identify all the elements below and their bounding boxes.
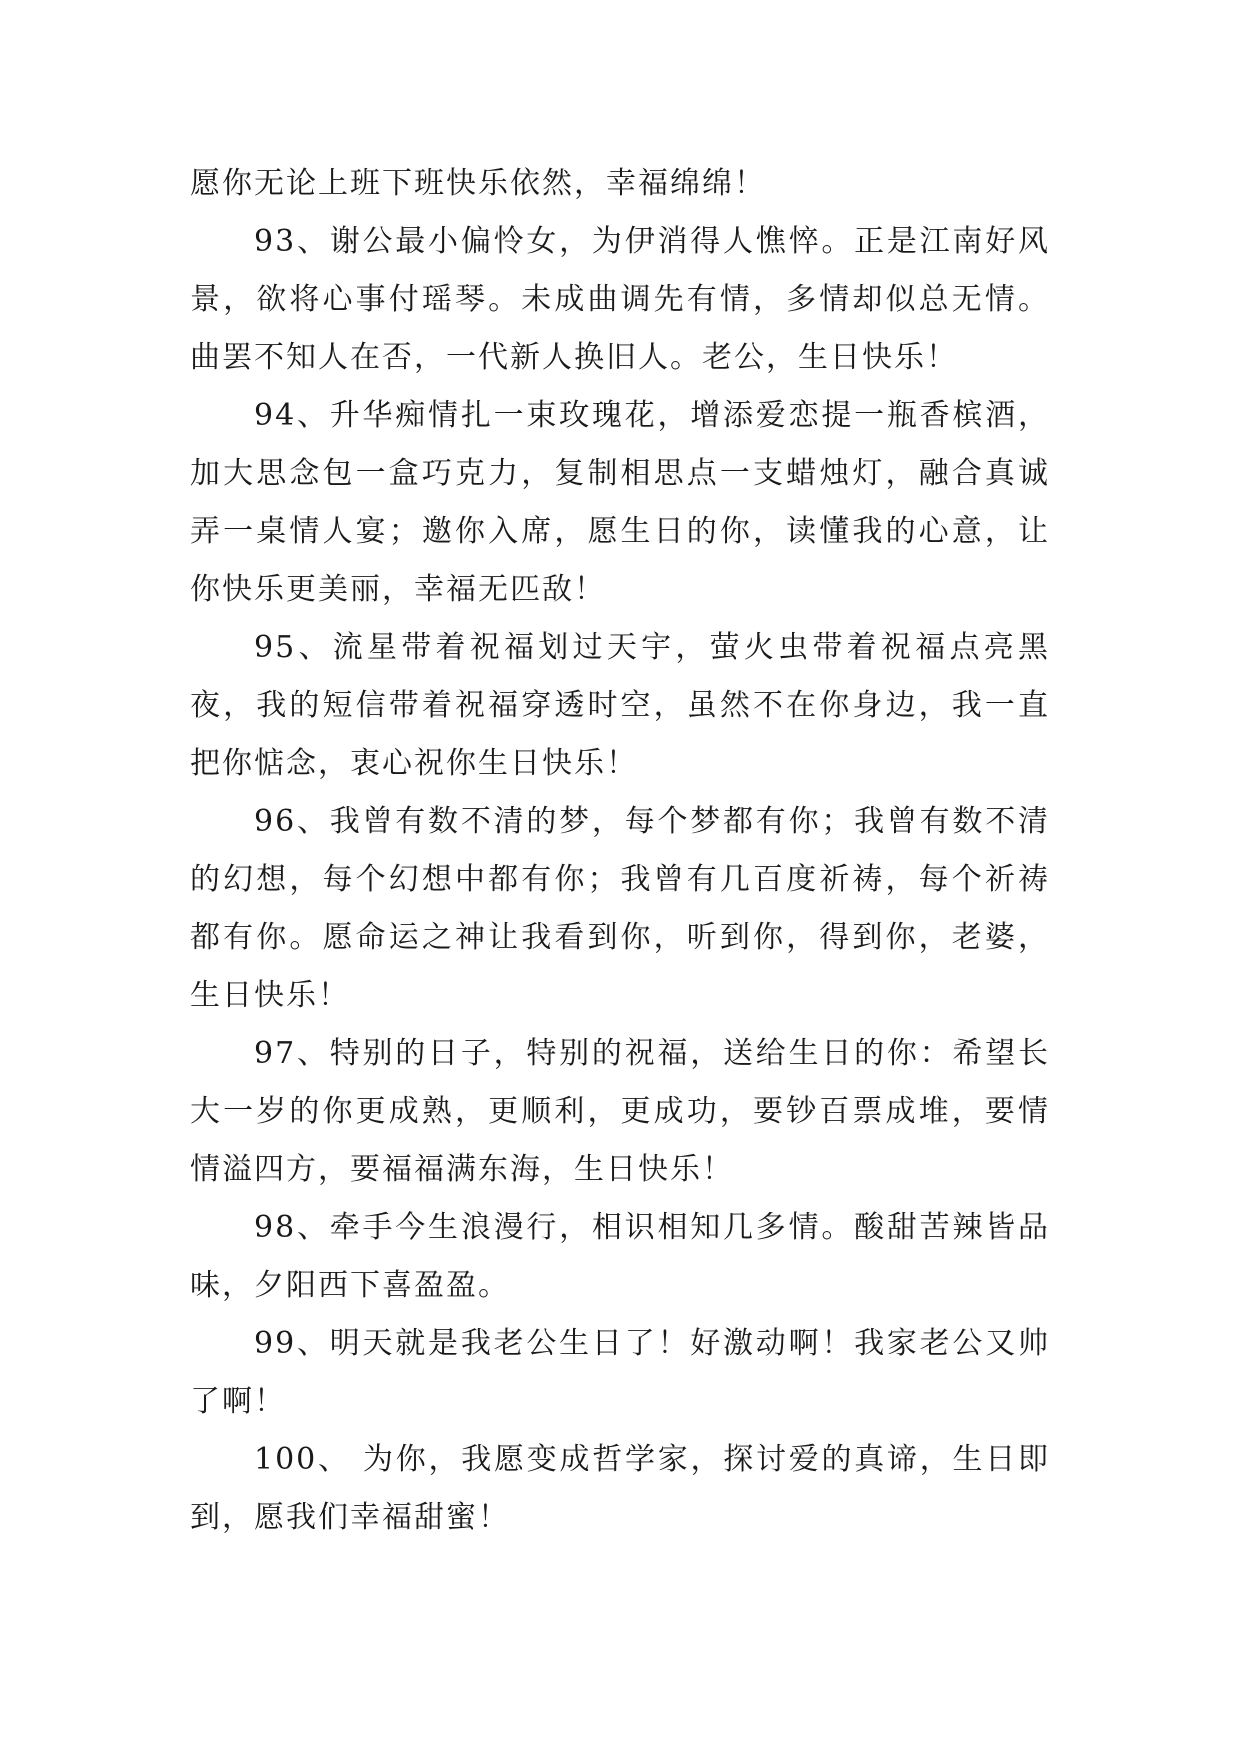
paragraph-continuation: 愿你无论上班下班快乐依然，幸福绵绵！ <box>190 166 766 201</box>
document-body <box>190 155 1050 1547</box>
paragraph-100: 100、 为你，我愿变成哲学家，探讨爱的真谛，生日即到，愿我们幸福甜蜜！ <box>190 1442 1050 1535</box>
paragraph-95: 95、流星带着祝福划过天宇，萤火虫带着祝福点亮黑夜，我的短信带着祝福穿透时空，虽然不在你身边，我一直把你惦念，衷心祝你生日快乐！ <box>190 630 1050 781</box>
paragraph-93: 93、谢公最小偏怜女，为伊消得人憔悴。正是江南好风景，欲将心事付瑶琴。未成曲调先有情，多情却似总无情。曲罢不知人在否，一代新人换旧人。老公，生日快乐！ <box>190 224 1050 375</box>
paragraph-98: 98、牵手今生浪漫行，相识相知几多情。酸甜苦辣皆品味，夕阳西下喜盈盈。 <box>190 1210 1050 1303</box>
paragraph-96: 96、我曾有数不清的梦，每个梦都有你；我曾有数不清的幻想，每个幻想中都有你；我曾有几百度祈祷，每个祈祷都有你。愿命运之神让我看到你，听到你，得到你，老婆，生日快乐！ <box>190 804 1050 1013</box>
paragraph-99: 99、明天就是我老公生日了！好激动啊！我家老公又帅了啊！ <box>190 1326 1050 1419</box>
paragraph-94: 94、升华痴情扎一束玫瑰花，增添爱恋提一瓶香槟酒，加大思念包一盒巧克力，复制相思点一支蜡烛灯，融合真诚弄一桌情人宴；邀你入席，愿生日的你，读懂我的心意，让你快乐更美丽，幸福无匹敌！ <box>190 398 1050 607</box>
paragraph-97: 97、特别的日子，特别的祝福，送给生日的你：希望长大一岁的你更成熟，更顺利，更成功，要钞百票成堆，要情情溢四方，要福福满东海，生日快乐！ <box>190 1036 1050 1187</box>
